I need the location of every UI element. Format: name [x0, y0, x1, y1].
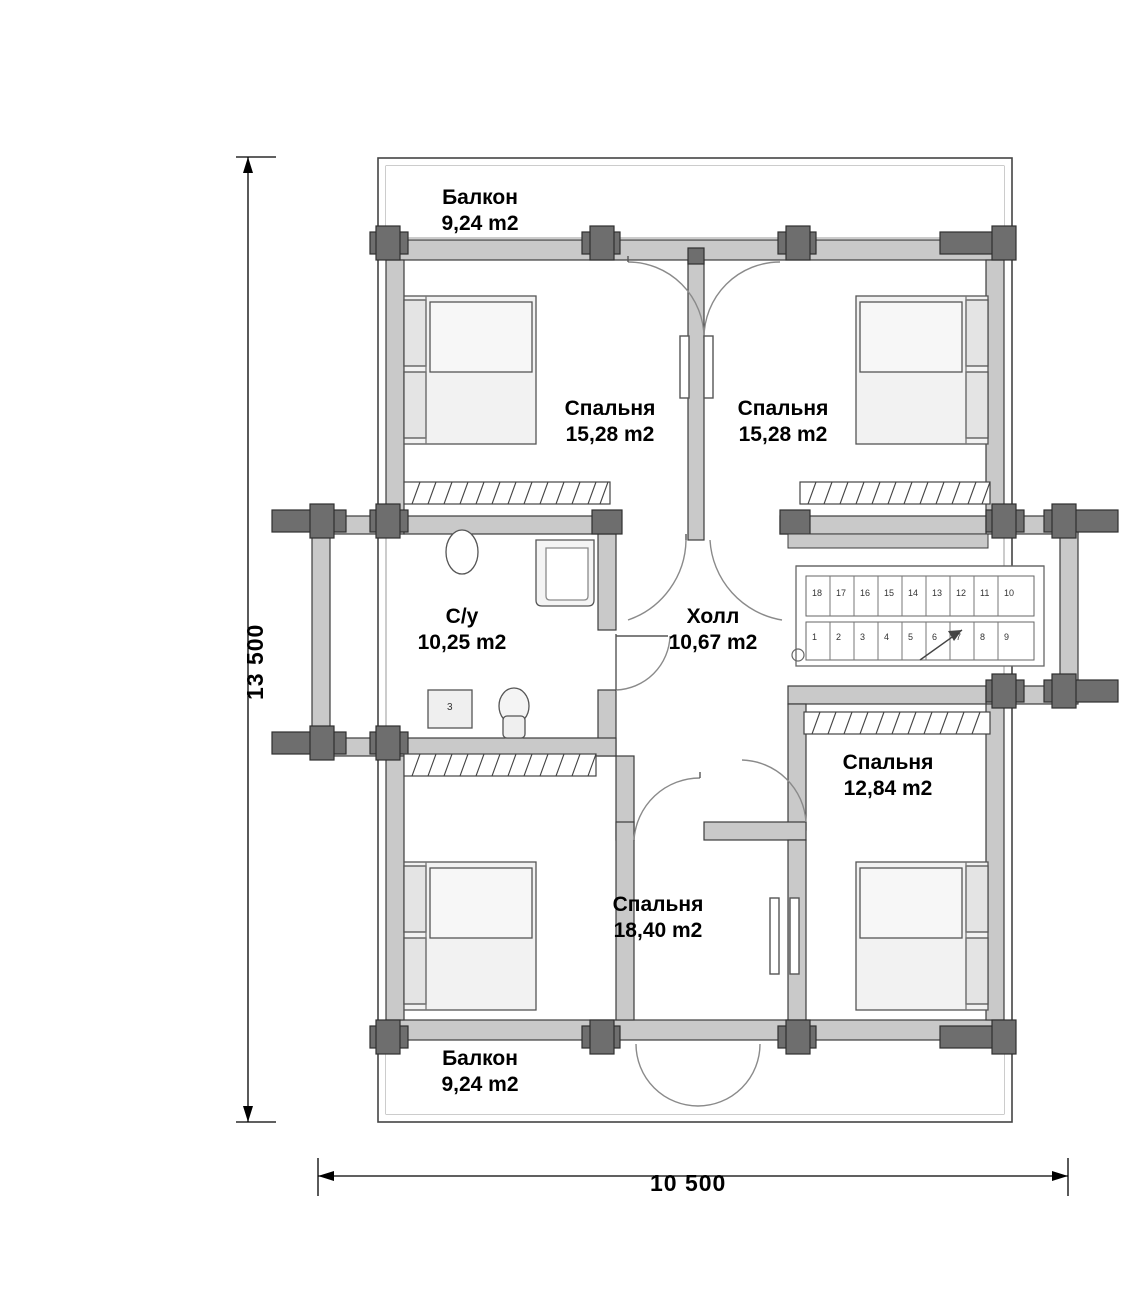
- dimension-width-label: 10 500: [650, 1170, 727, 1196]
- stair-step-number: 6: [932, 632, 938, 642]
- stair-step-number: 12: [956, 588, 967, 598]
- staircase: [792, 566, 1044, 666]
- bathroom-fixture-number: 3: [447, 702, 453, 713]
- stair-step-number: 14: [908, 588, 919, 598]
- room-label-bedroom-top-left: Спальня 15,28 m2: [564, 397, 656, 446]
- room-label-hall: Холл 10,67 m2: [668, 605, 758, 654]
- room-label-balcony-top: Балкон 9,24 m2: [441, 186, 519, 235]
- stair-step-number: 9: [1004, 632, 1010, 642]
- stair-step-number: 17: [836, 588, 847, 598]
- stair-step-number: 13: [932, 588, 943, 598]
- stair-step-number: 2: [836, 632, 842, 642]
- stair-step-number: 3: [860, 632, 866, 642]
- room-label-bedroom-top-right: Спальня 15,28 m2: [737, 397, 829, 446]
- stair-step-number: 11: [980, 588, 990, 598]
- stair-step-number: 15: [884, 588, 895, 598]
- stair-step-number: 18: [812, 588, 823, 598]
- stair-step-number: 7: [956, 632, 962, 642]
- room-label-balcony-bottom: Балкон 9,24 m2: [441, 1047, 519, 1096]
- room-label-bedroom-right: Спальня 12,84 m2: [842, 751, 934, 800]
- stair-step-number: 10: [1004, 588, 1015, 598]
- room-label-bathroom: С/у 10,25 m2: [417, 605, 507, 654]
- stair-step-number: 5: [908, 632, 914, 642]
- stair-step-number: 4: [884, 632, 890, 642]
- stair-step-number: 16: [860, 588, 871, 598]
- stair-step-number: 1: [812, 632, 818, 642]
- stair-step-number: 8: [980, 632, 986, 642]
- hall-railing: [788, 534, 988, 548]
- doors: [616, 256, 806, 1106]
- dimension-height-label: 13 500: [242, 623, 268, 700]
- room-label-bedroom-bottom: Спальня 18,40 m2: [612, 893, 704, 942]
